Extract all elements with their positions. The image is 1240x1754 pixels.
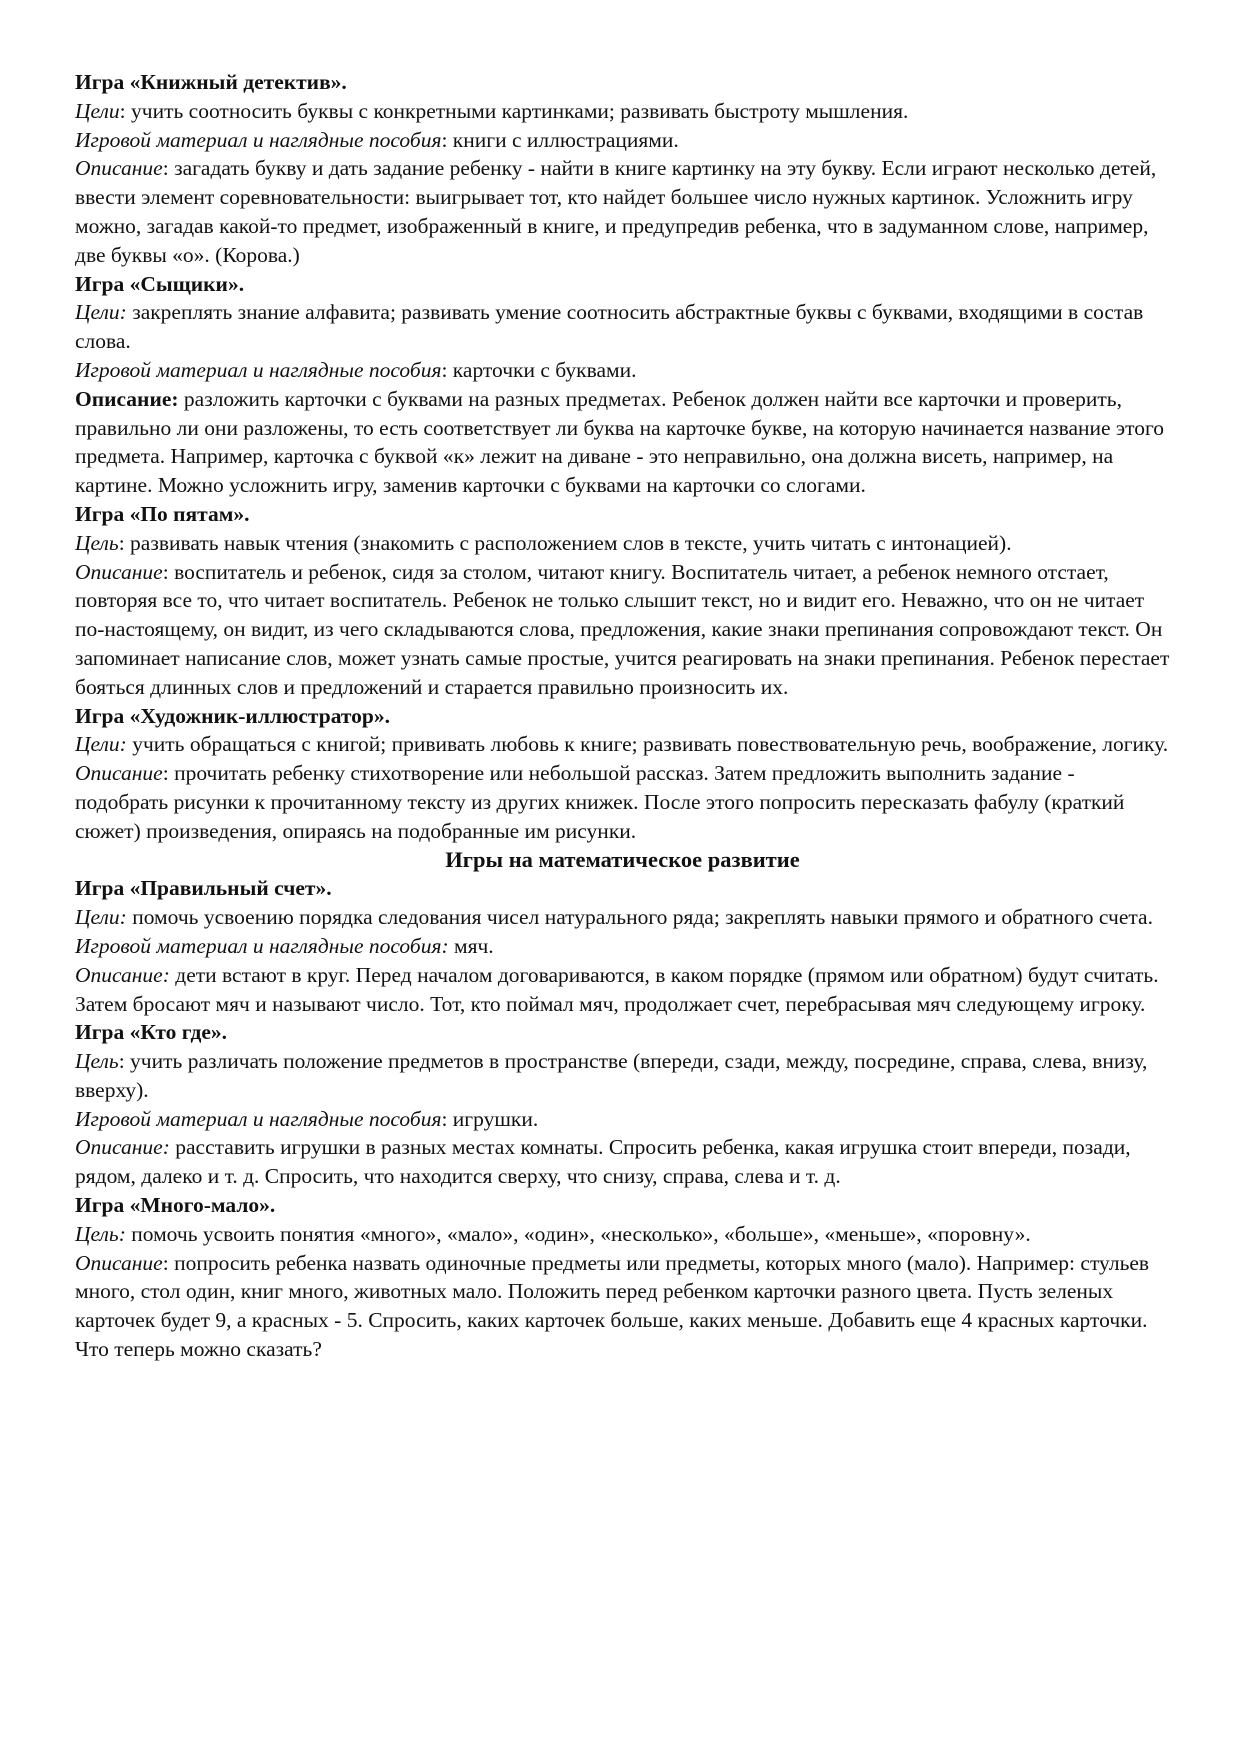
game-title: Игра «По пятам». [75,501,250,526]
game-material [75,1105,1170,1134]
section-heading: Игры на математическое развитие [445,846,800,872]
field-text: : прочитать ребенку стихотворение или небольшой рассказ. Затем предложить выполнить задание - подобрать рисунки к прочитанному тексту из других книжек. После этого попросить пересказать фабулу (краткий сюжет) произведения, опираясь на подобранные им рисунки. [75,761,1125,843]
game-goal [75,903,1170,932]
field-text: : учить соотносить буквы с конкретными картинками; развивать быстроту мышления. [119,98,909,123]
game-title: Игра «Кто где». [75,1020,228,1045]
field-label: Цель: [75,1221,126,1246]
document-page [75,68,1170,1364]
game-description [75,1249,1170,1364]
field-text: : развивать навык чтения (знакомить с расположением слов в тексте, учить читать с интонацией). [118,530,1012,555]
game-title: Игра «Правильный счет». [75,876,332,901]
field-text: помочь усвоению порядка следования чисел натурального ряда; закреплять навыки прямого и обратного счета. [126,905,1153,930]
game-material [75,126,1170,155]
field-label: Описание [75,156,163,181]
game-description [75,759,1170,845]
field-label: Описание: [75,962,170,987]
game-title: Игра «Много-мало». [75,1193,276,1218]
game-goal [75,1047,1170,1105]
field-label: Описание [75,761,163,786]
game-description [75,1133,1170,1191]
field-label: Цели: [75,300,127,325]
game-goal [75,1220,1170,1249]
field-text: учить обращаться с книгой; прививать любовь к книге; развивать повествовательную речь, воображение, логику. [126,732,1169,757]
field-text: : учить различать положение предметов в пространстве (впереди, сзади, между, посредине, справа, слева, внизу, вверху). [75,1049,1148,1102]
field-text: расставить игрушки в разных местах комнаты. Спросить ребенка, какая игрушка стоит впереди, позади, рядом, далеко и т. д. Спросить, что находится сверху, что снизу, справа, слева и т. д. [75,1135,1131,1189]
field-text: помочь усвоить понятия «много», «мало», «один», «несколько», «больше», «меньше», «поровну». [125,1221,1031,1246]
game-description [75,961,1170,1019]
field-text: : загадать букву и дать задание ребенку - найти в книге картинку на эту букву. Если играют несколько детей, ввести элемент соревновательности: выигрывает тот, кто найдет большее число нужных картинок. Усложнить игру можно, загадав какой-то предмет, изображенный в книге, и предупредив ребенка, что в задуманном слове, например, две буквы «о». (Корова.) [75,156,1157,267]
field-text: : воспитатель и ребенок, сидя за столом, читают книгу. Воспитатель читает, а ребенок немного отстает, повторяя все то, что читает воспитатель. Ребенок не только слышит текст, но и видит его. Неважно, что он не читает по-настоящему, он видит, из чего складываются слова, предложения, какие знаки препинания сопровождают текст. Он запоминает написание слов, может узнать самые простые, учится реагировать на знаки препинания. Ребенок перестает бояться длинных слов и предложений и старается правильно произносить их. [75,559,1170,699]
field-text: дети встают в круг. Перед началом договариваются, в каком порядке (прямом или обратном) будут считать. Затем бросают мяч и называют число. Тот, кто поймал мяч, продолжает счет, перебрасывая мяч следующему игроку. [75,962,1159,1016]
game-material [75,356,1170,385]
field-text: : книги с иллюстрациями. [441,127,679,152]
field-label: Цели: [75,732,127,757]
game-goal [75,97,1170,126]
field-text: мяч. [448,933,494,958]
field-text: : попросить ребенка назвать одиночные предметы или предметы, которых много (мало). Например: стульев много, стол один, книг много, животных мало. Положить перед ребенком карточки разного цвета. Пусть зеленых карточек будет 9, а красных - 5. Спросить, каких карточек больше, каких меньше. Добавить еще 4 красных карточки. Что теперь можно сказать? [75,1250,1150,1362]
field-label: Описание [75,1250,163,1275]
field-label: Игровой материал и наглядные пособия: [75,933,449,958]
field-text: : игрушки. [441,1106,539,1131]
field-text: разложить карточки с буквами на разных предметах. Ребенок должен найти все карточки и проверить, правильно ли они разложены, то есть соответствует ли буква на карточке букве, на которую начинается название этого предмета. Например, карточка с буквой «к» лежит на диване - это неправильно, она должна висеть, например, на картине. Можно усложнить игру, заменив карточки с буквами на карточки со слогами. [75,386,1165,498]
game-material [75,932,1170,961]
game-description [75,154,1170,269]
field-label: Описание: [75,1135,170,1160]
field-text: закреплять знание алфавита; развивать умение соотносить абстрактные буквы с буквами, входящими в состав слова. [75,300,1144,354]
game-title: Игра «Художник-иллюстратор». [75,703,390,728]
game-description [75,385,1170,500]
field-label: Цель [75,1049,119,1074]
game-description [75,558,1170,702]
game-goal [75,730,1170,759]
field-label: Цели: [75,905,127,930]
field-label: Игровой материал и наглядные пособия [75,127,442,152]
game-title: Игра «Сыщики». [75,271,245,296]
field-label: Игровой материал и наглядные пособия [75,1106,442,1131]
field-label: Цель [75,530,119,555]
game-goal [75,529,1170,558]
game-title: Игра «Книжный детектив». [75,70,347,94]
game-goal [75,298,1170,356]
field-label: Описание [75,559,163,584]
field-label: Игровой материал и наглядные пособия [75,357,442,382]
field-text: : карточки с буквами. [441,357,637,382]
field-label: Описание: [75,386,179,411]
field-label: Цели [75,98,120,123]
